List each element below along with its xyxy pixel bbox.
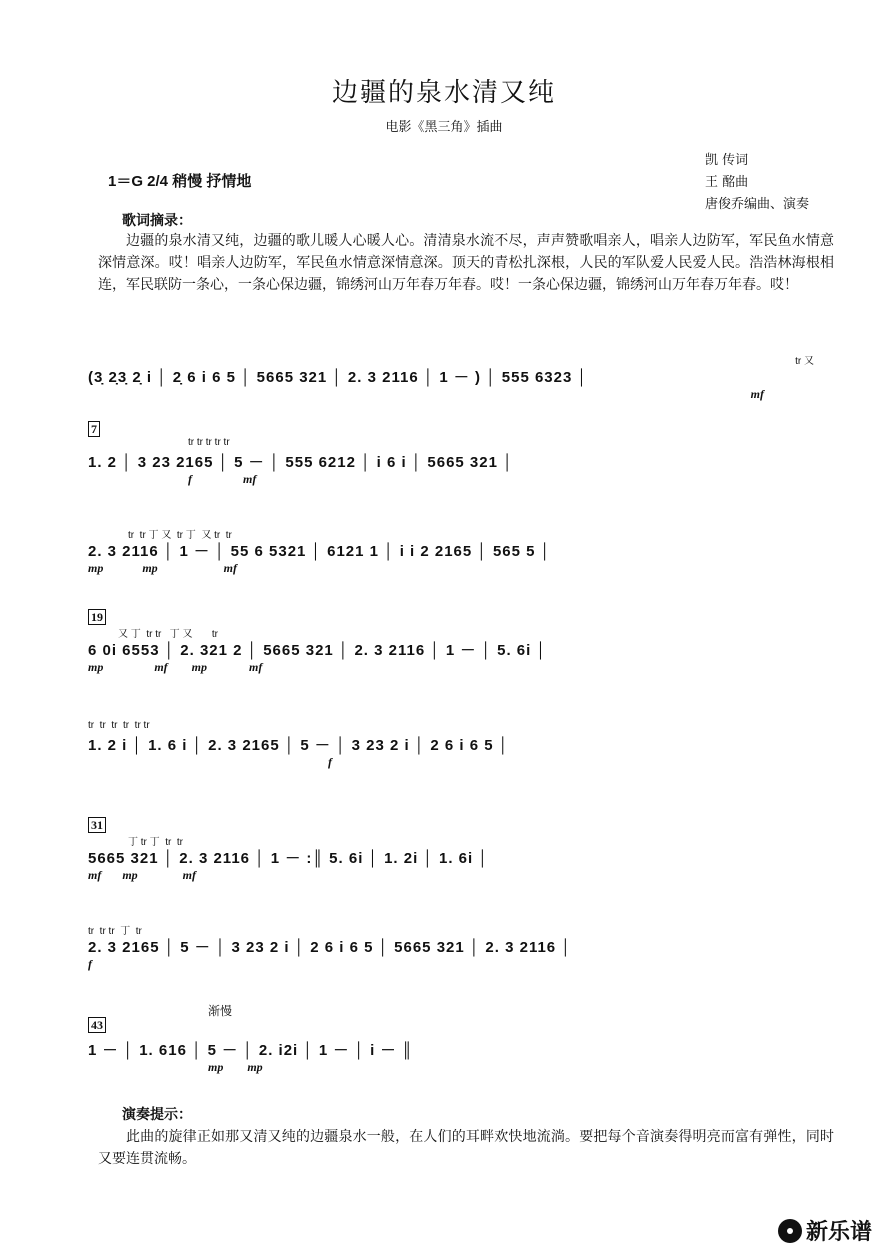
site-logo xyxy=(778,1215,872,1246)
dynamics: mf mp mf xyxy=(88,868,196,882)
score-system xyxy=(88,608,834,675)
score-system xyxy=(88,720,834,770)
credits xyxy=(705,150,809,216)
score-system xyxy=(88,1002,834,1075)
site-logo-text: 新乐谱 xyxy=(805,1219,872,1244)
dynamics: f xyxy=(328,755,332,769)
ornament-marks: tr tr tr tr tr xyxy=(188,437,230,448)
score-notes: 1. 2 i │ 1. 6 i │ 2. 3 2165 │ 5 － │ 3 23 2 i │ 2 6 i 6 5 │ xyxy=(88,737,510,754)
dynamics: mf xyxy=(750,387,764,401)
ornament-marks: tr 又 xyxy=(795,356,814,367)
score-system xyxy=(88,526,834,576)
score-system xyxy=(88,816,834,883)
performance-text: 此曲的旋律正如那又清又纯的边疆泉水一般，在人们的耳畔欢快地流淌。要把每个音演奏得明亮而富有弹性，同时又要连贯流畅。 xyxy=(98,1129,834,1167)
ornament-marks: 丁 tr 丁 tr tr xyxy=(128,837,183,848)
ornament-marks: 又 丁 tr tr 丁 又 tr xyxy=(118,629,218,640)
dynamics: mp mp xyxy=(208,1060,263,1074)
score-system xyxy=(88,922,834,972)
dynamics: f mf xyxy=(188,472,257,486)
score-system xyxy=(88,420,834,487)
credit-lyricist: 凯 传词 xyxy=(705,153,749,168)
score-system xyxy=(88,352,834,402)
credit-arranger: 唐俊乔编曲、演奏 xyxy=(705,197,810,212)
score-notes: 6 0i 6553 │ 2. 321 2 │ 5665 321 │ 2. 3 2116 │ 1 － │ 5. 6i │ xyxy=(88,642,547,659)
score-notes: 1. 2 │ 3 23 2165 │ 5 － │ 555 6212 │ i 6 i │ 5665 321 │ xyxy=(88,454,514,471)
key-signature: 1＝G 2/4 稍慢 抒情地 xyxy=(108,173,252,190)
performance-heading: 演奏提示： xyxy=(122,1106,192,1122)
credit-composer: 王 酩曲 xyxy=(705,175,749,190)
measure-number: 43 xyxy=(88,1017,106,1033)
dynamics: f xyxy=(88,957,92,971)
page-title: 边疆的泉水清又纯 xyxy=(331,78,556,108)
score-notes: 2. 3 2116 │ 1 － │ 55 6 5321 │ 6121 1 │ i i 2 2165 │ 565 5 │ xyxy=(88,543,552,560)
measure-number: 31 xyxy=(88,817,106,833)
ornament-marks: tr tr 丁 又 tr 丁 又 tr tr xyxy=(128,530,232,541)
score-notes: 5665 321 │ 2. 3 2116 │ 1 － :║ 5. 6i │ 1. 2i │ 1. 6i │ xyxy=(88,850,489,867)
measure-number: 19 xyxy=(88,609,106,625)
tempo-marking: 渐慢 xyxy=(208,1004,233,1018)
dynamics: mp mp mf xyxy=(88,561,237,575)
score-notes: (3̣ 2̣3̣ 2̣ i │ 2̣ 6 i 6 5 │ 5665 321 │ 2. 3 2116 │ 1 － ) │ 555 6323 │ xyxy=(88,369,588,386)
lyrics-text: 边疆的泉水清又纯，边疆的歌儿暖人心暖人心。清清泉水流不尽，声声赞歌唱亲人，唱亲人边防军，军民鱼水情意深情意深。哎！唱亲人边防军，军民鱼水情意深情意深。顶天的青松扎深根，人民的军队爱人民爱人民。浩浩林海根相连，军民联防一条心，一条心保边疆，锦绣河山万年春万年春。哎！一条心保边疆，锦绣河山万年春万年春。哎！ xyxy=(98,233,834,293)
score-notes: 1 － │ 1. 616 │ 5 － │ 2. i2i │ 1 － │ i － ║ xyxy=(88,1042,414,1059)
ornament-marks: tr tr tr tr tr tr xyxy=(88,720,150,731)
dynamics: mp mf mp mf xyxy=(88,660,263,674)
score-notes: 2. 3 2165 │ 5 － │ 3 23 2 i │ 2 6 i 6 5 │ 5665 321 │ 2. 3 2116 │ xyxy=(88,939,572,956)
lyrics-heading: 歌词摘录： xyxy=(122,212,192,228)
measure-number: 7 xyxy=(88,421,100,437)
ornament-marks: tr tr tr 丁 tr xyxy=(88,926,142,937)
record-icon xyxy=(778,1219,802,1243)
page-subtitle: 电影《黑三角》插曲 xyxy=(385,120,503,135)
